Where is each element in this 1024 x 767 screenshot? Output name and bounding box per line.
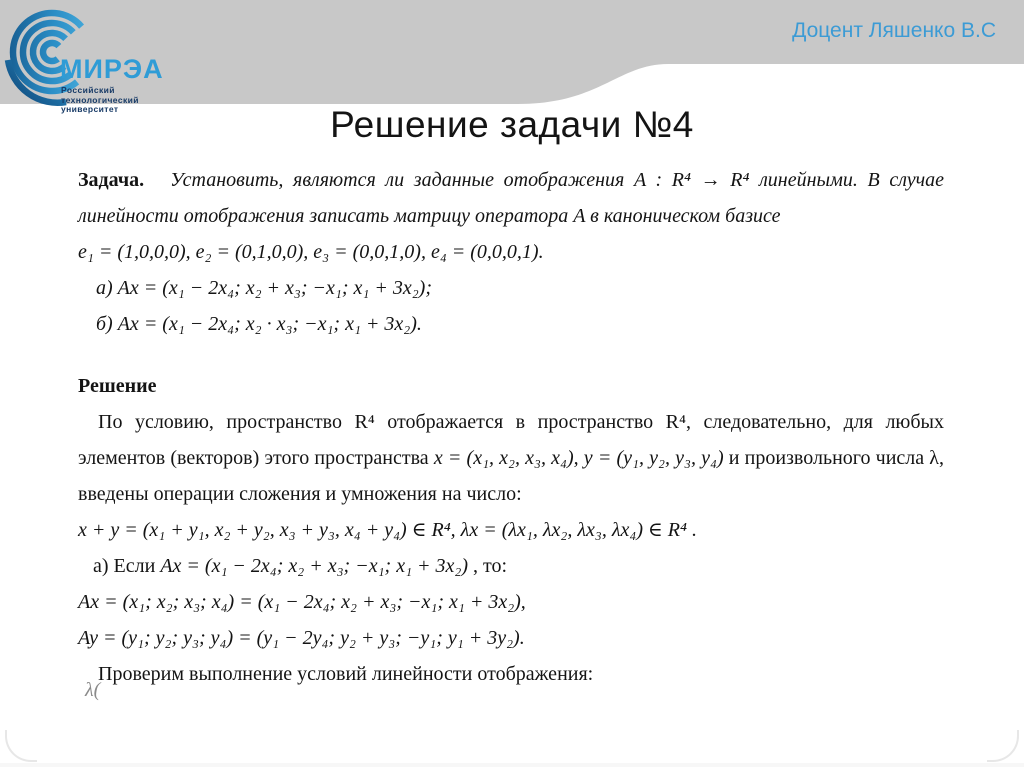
logo-subtitle-line: университет bbox=[61, 104, 119, 114]
solution-paragraph bbox=[78, 404, 944, 512]
slide-corner-decoration bbox=[987, 730, 1019, 762]
mirea-logo bbox=[8, 2, 188, 114]
case-a-condition-math: Ax = (x₁ − 2x₄; x₂ + x₃; −x₁; x₁ + 3x₂) bbox=[160, 555, 469, 577]
logo-subtitle-line: технологический bbox=[61, 94, 139, 105]
mapping-case-a: а) Ax = (x₁ − 2x₄; x₂ + x₃; −x₁; x₁ + 3x₂); bbox=[96, 277, 433, 299]
case-a-condition-prefix: а) Если bbox=[93, 555, 161, 577]
vectors-definition: x = (x₁, x₂, x₃, x₄), y = (y₁, y₂, y₃, y₄) bbox=[433, 447, 724, 469]
case-a-condition bbox=[78, 548, 944, 584]
problem-label: Задача. bbox=[78, 169, 145, 191]
clipped-next-line: λ( bbox=[85, 679, 101, 701]
solution-label: Решение bbox=[78, 375, 157, 397]
logo-subtitle-line: Российский bbox=[61, 85, 115, 95]
logo-acronym: МИРЭА bbox=[60, 54, 164, 84]
operations-formula: x + y = (x₁ + y₁, x₂ + y₂, x₃ + y₃, x₄ + y₄) ∈ R⁴, λx = (λx₁, λx₂, λx₃, λx₄) ∈ R⁴ . bbox=[78, 519, 697, 541]
mapping-case-b: б) Ax = (x₁ − 2x₄; x₂ · x₃; −x₁; x₁ + 3x₂). bbox=[96, 313, 422, 335]
ay-formula: Ay = (y₁; y₂; y₃; y₄) = (y₁ − 2y₄; y₂ + y₃; −y₁; y₁ + 3y₂). bbox=[78, 627, 525, 649]
problem-statement-paragraph bbox=[78, 162, 944, 234]
solution-paragraph-text: По условию, пространство R⁴ отображается в пространство R⁴, следовательно, для любых элементов (векторов) этого пространства bbox=[78, 411, 944, 469]
linearity-check-line: Проверим выполнение условий линейности отображения: bbox=[98, 663, 594, 685]
basis-vectors-line: e₁ = (1,0,0,0), e₂ = (0,1,0,0), e₃ = (0,0,1,0), e₄ = (0,0,0,1). bbox=[78, 241, 544, 263]
problem-statement: Установить, являются ли заданные отображения A : R⁴ → R⁴ линейными. В случае линейности отображения записать матрицу оператора A в каноническом базисе bbox=[78, 169, 944, 227]
slide-body bbox=[78, 162, 944, 701]
case-a-condition-suffix: , то: bbox=[468, 555, 508, 577]
slide-bottom-edge bbox=[0, 763, 1024, 767]
author-credit: Доцент Ляшенко В.С bbox=[792, 19, 996, 42]
solution-paragraph-text: и произвольного числа λ, введены операции сложения и умножения на число: bbox=[78, 447, 944, 505]
slide-corner-decoration bbox=[5, 730, 37, 762]
ax-formula: Ax = (x₁; x₂; x₃; x₄) = (x₁ − 2x₄; x₂ + x₃; −x₁; x₁ + 3x₂), bbox=[78, 591, 526, 613]
slide-title: Решение задачи №4 bbox=[330, 104, 694, 145]
